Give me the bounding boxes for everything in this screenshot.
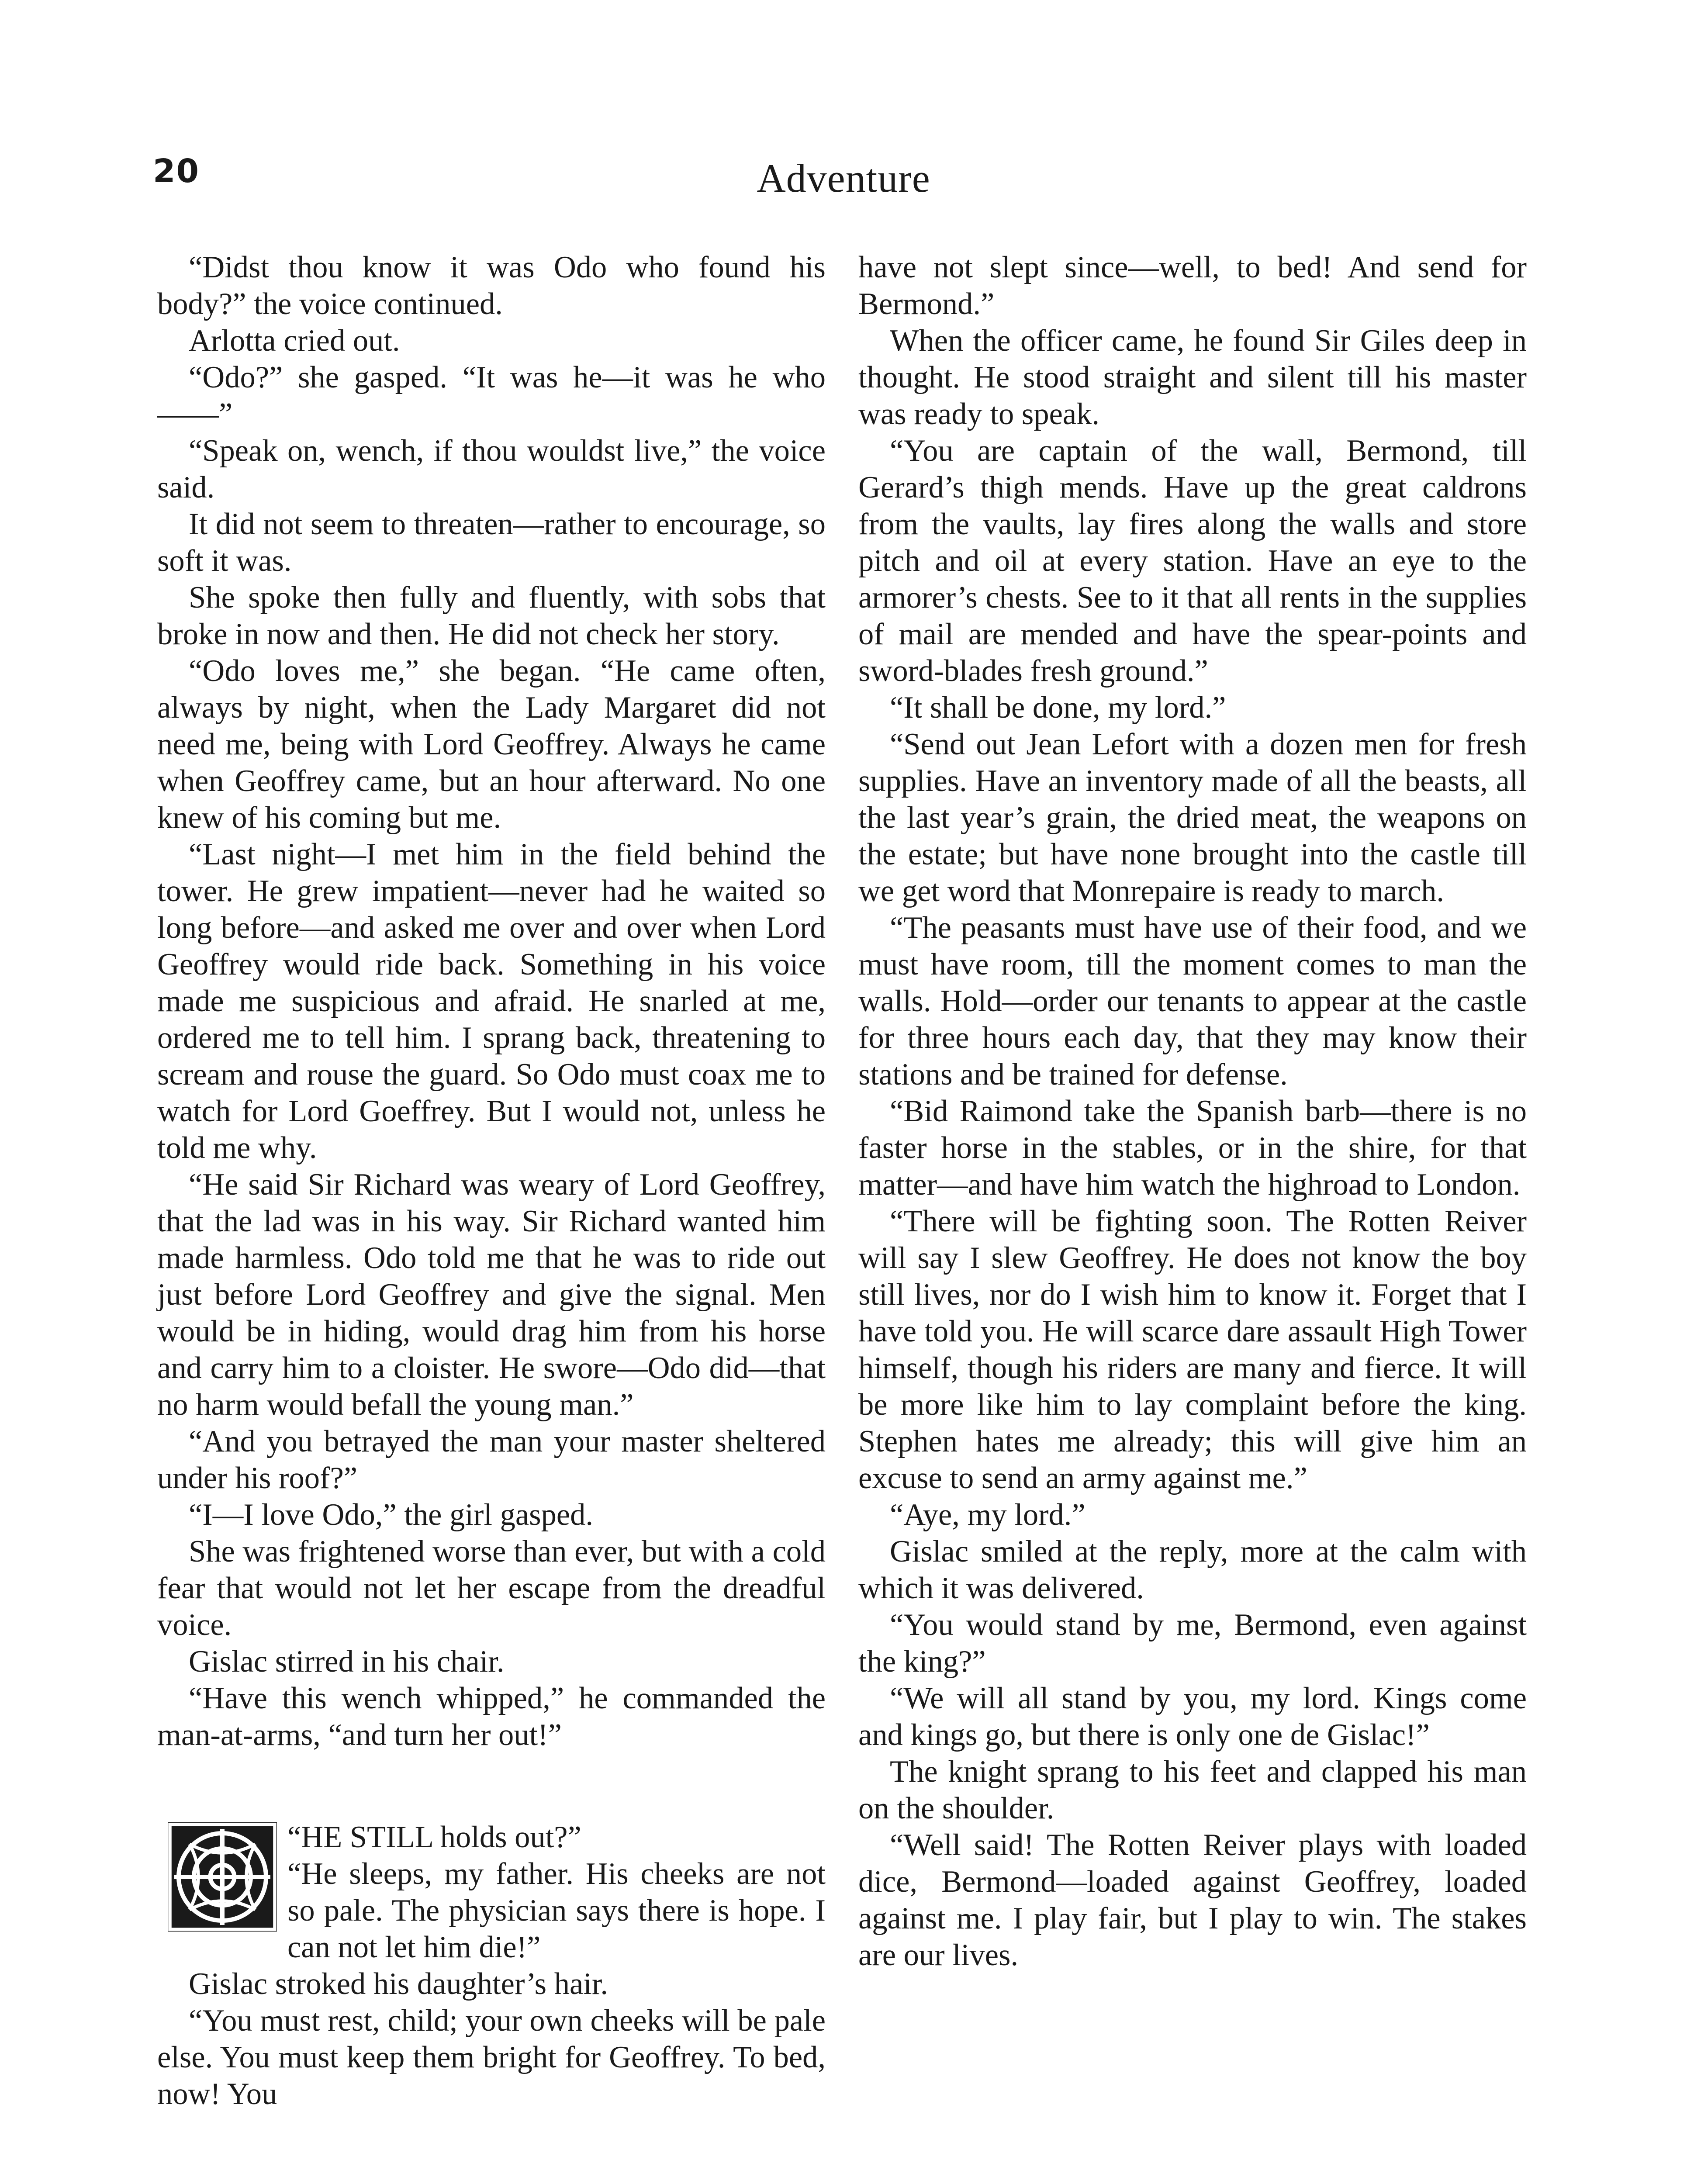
paragraph: Arlotta cried out. bbox=[189, 324, 400, 358]
section-break bbox=[157, 1753, 826, 1819]
paragraph: “You would stand by me, Bermond, even against the king?” bbox=[858, 1608, 1527, 1679]
paragraph: Gislac stirred in his chair. bbox=[189, 1645, 505, 1679]
running-head: Adventure bbox=[757, 156, 930, 200]
paragraph: “Send out Jean Lefort with a dozen men for fresh supplies. Have an inventory made of all the beasts, all the last year’s grain, the dried meat, the weapons on the estate; but have none brought into the castle till we get word that Monrepaire is ready to march. bbox=[858, 727, 1527, 908]
paragraph: When the officer came, he found Sir Giles deep in thought. He stood straight and silent till his master was ready to speak. bbox=[858, 324, 1527, 431]
paragraph-continuation: have not slept since—well, to bed! And send for Bermond.” bbox=[858, 250, 1527, 321]
left-column bbox=[157, 249, 826, 2112]
paragraph: The knight sprang to his feet and clapped his man on the shoulder. bbox=[858, 1755, 1527, 1825]
paragraph: Gislac stroked his daughter’s hair. bbox=[189, 1967, 608, 2001]
paragraph: “We will all stand by you, my lord. Kings come and kings go, but there is only one de Gislac!” bbox=[858, 1681, 1527, 1752]
paragraph: “Odo loves me,” she began. “He came often, always by night, when the Lady Margaret did not need me, being with Lord Geoffrey. Always he came when Geoffrey came, but an hour afterward. No one knew of his coming but me. bbox=[157, 654, 826, 835]
paragraph: “He said Sir Richard was weary of Lord Geoffrey, that the lad was in his way. Sir Richard wanted him made harmless. Odo told me that he was to ride out just before Lord Geoffrey and give the signal. Men would be in hiding, would drag him from his horse and carry him to a cloister. He swore—Odo did—that no harm would befall the young man.” bbox=[157, 1168, 826, 1422]
paragraph: “Odo?” she gasped. “It was he—it was he who——” bbox=[157, 360, 826, 431]
paragraph: “And you betrayed the man your master sheltered under his roof?” bbox=[157, 1424, 826, 1495]
paragraph: “Last night—I met him in the field behind the tower. He grew impatient—never had he waited so long before—and asked me over and over when Lord Geoffrey would ride back. Something in his voice made me suspicious and afraid. He snarled at me, ordered me to tell him. I sprang back, threatening to scream and rouse the guard. So Odo must coax me to watch for Lord Goeffrey. But I would not, unless he told me why. bbox=[157, 837, 826, 1165]
paragraph: “There will be fighting soon. The Rotten Reiver will say I slew Geoffrey. He does not know the boy still lives, nor do I wish him to know it. Forget that I have told you. He will scarce dare assault High Tower himself, though his riders are many and fierce. It will be more like him to lay complaint before the king. Stephen hates me already; this will give him an excuse to send an army against me.” bbox=[858, 1204, 1527, 1495]
right-column bbox=[858, 249, 1527, 1973]
paragraph: “Well said! The Rotten Reiver plays with loaded dice, Bermond—loaded against Geoffrey, loaded against me. I play fair, but I play to win. The stakes are our lives. bbox=[858, 1828, 1527, 1972]
paragraph: “You are captain of the wall, Bermond, till Gerard’s thigh mends. Have up the great caldrons from the vaults, lay fires along the walls and store pitch and oil at every station. Have an eye to the armorer’s chests. See to it that all rents in the supplies of mail are mended and have the spear-points and sword-blades fresh ground.” bbox=[858, 434, 1527, 688]
paragraph: “The peasants must have use of their food, and we must have room, till the moment comes to man the walls. Hold—order our tenants to appear at the castle for three hours each day, that they may know their stations and be trained for defense. bbox=[858, 911, 1527, 1092]
paragraph: “Bid Raimond take the Spanish barb—there is no faster horse in the stables, or in the shire, for that matter—and have him watch the highroad to London. bbox=[858, 1094, 1527, 1202]
paragraph: She spoke then fully and fluently, with sobs that broke in now and then. He did not check her story. bbox=[157, 581, 826, 651]
paragraph: It did not seem to threaten—rather to encourage, so soft it was. bbox=[157, 507, 826, 578]
celtic-knot-ornament-icon bbox=[165, 1822, 280, 1932]
paragraph: “Have this wench whipped,” he commanded the man-at-arms, “and turn her out!” bbox=[157, 1681, 826, 1752]
paragraph: “Speak on, wench, if thou wouldst live,” the voice said. bbox=[157, 434, 826, 505]
section-first-line: “HE STILL holds out?” bbox=[287, 1820, 581, 1854]
paragraph: “It shall be done, my lord.” bbox=[890, 691, 1226, 725]
paragraph: “You must rest, child; your own cheeks will be pale else. You must keep them bright for Geoffrey. To bed, now! You bbox=[157, 2004, 826, 2111]
paragraph: “Didst thou know it was Odo who found his body?” the voice continued. bbox=[157, 250, 826, 321]
section-opening bbox=[157, 1819, 826, 1966]
paragraph: She was frightened worse than ever, but with a cold fear that would not let her escape from the dreadful voice. bbox=[157, 1534, 826, 1642]
page-number: 20 bbox=[153, 152, 200, 190]
paragraph: “Aye, my lord.” bbox=[890, 1498, 1085, 1532]
paragraph: “He sleeps, my father. His cheeks are not so pale. The physician says there is hope. I can not let him die!” bbox=[287, 1857, 826, 1964]
paragraph: “I—I love Odo,” the girl gasped. bbox=[189, 1498, 594, 1532]
paragraph: Gislac smiled at the reply, more at the calm with which it was delivered. bbox=[858, 1534, 1527, 1605]
